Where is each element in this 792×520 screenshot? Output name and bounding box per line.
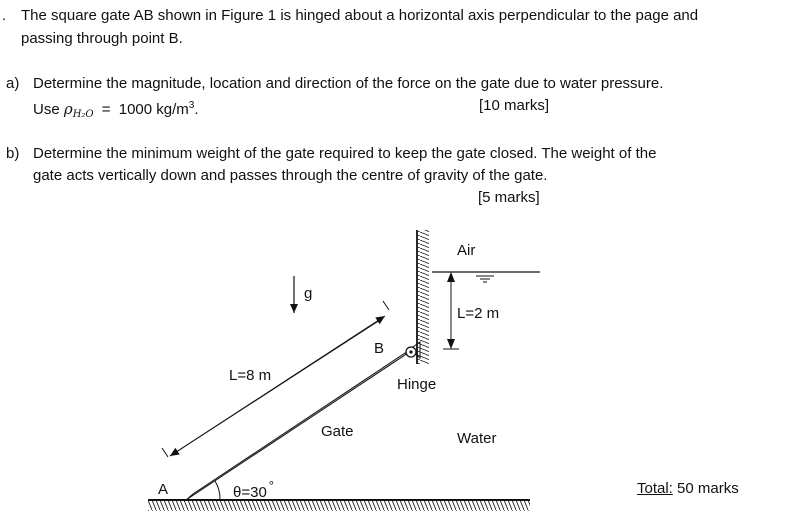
degree-symbol: ° bbox=[268, 478, 274, 493]
rho-symbol: ρ bbox=[63, 100, 73, 118]
density-exponent: 3 bbox=[188, 100, 195, 111]
total-value: 50 marks bbox=[677, 480, 739, 497]
point-a-label: A bbox=[158, 481, 169, 498]
angle-arc bbox=[215, 481, 220, 500]
free-surface-marker bbox=[476, 276, 494, 282]
density-value: 1000 kg/m bbox=[118, 101, 189, 118]
part-b-line-2: gate acts vertically down and passes through the centre of gravity of the gate. bbox=[33, 167, 548, 184]
point-b-label: B bbox=[374, 340, 385, 357]
water-label: Water bbox=[457, 430, 497, 447]
part-b-label: b) bbox=[6, 145, 20, 162]
part-a-line-1: Determine the magnitude, location and direction of the force on the gate due to water pressure. bbox=[33, 75, 664, 92]
angle-value: θ=30 bbox=[233, 484, 267, 501]
part-b-marks: [5 marks] bbox=[478, 189, 540, 206]
depth-label: L=2 m bbox=[457, 305, 500, 322]
gravity-label: g bbox=[304, 285, 313, 302]
part-b-line-1: Determine the minimum weight of the gate required to keep the gate closed. The weight of the bbox=[33, 145, 657, 162]
density-end: . bbox=[194, 101, 199, 118]
angle-label bbox=[233, 477, 274, 502]
question-intro-line-2: passing through point B. bbox=[21, 30, 183, 47]
gate-label: Gate bbox=[321, 423, 354, 440]
part-a-marks: [10 marks] bbox=[479, 97, 550, 114]
hinge-label: Hinge bbox=[397, 376, 437, 393]
floor bbox=[148, 500, 530, 511]
total-label: Total: bbox=[637, 480, 673, 497]
equals-sign: = bbox=[101, 101, 111, 118]
gate-plate bbox=[186, 349, 411, 500]
air-label: Air bbox=[457, 242, 476, 259]
total-marks bbox=[637, 479, 739, 499]
question-number-fragment: . bbox=[2, 7, 7, 24]
use-word: Use bbox=[33, 101, 60, 118]
part-a-label: a) bbox=[6, 75, 20, 92]
wall bbox=[417, 230, 429, 364]
length-dimension bbox=[162, 301, 389, 457]
rho-subscript: H₂O bbox=[72, 109, 94, 120]
length-label: L=8 m bbox=[229, 367, 272, 384]
question-intro-line-1: The square gate AB shown in Figure 1 is hinged about a horizontal axis perpendicular to the page and bbox=[21, 7, 699, 24]
